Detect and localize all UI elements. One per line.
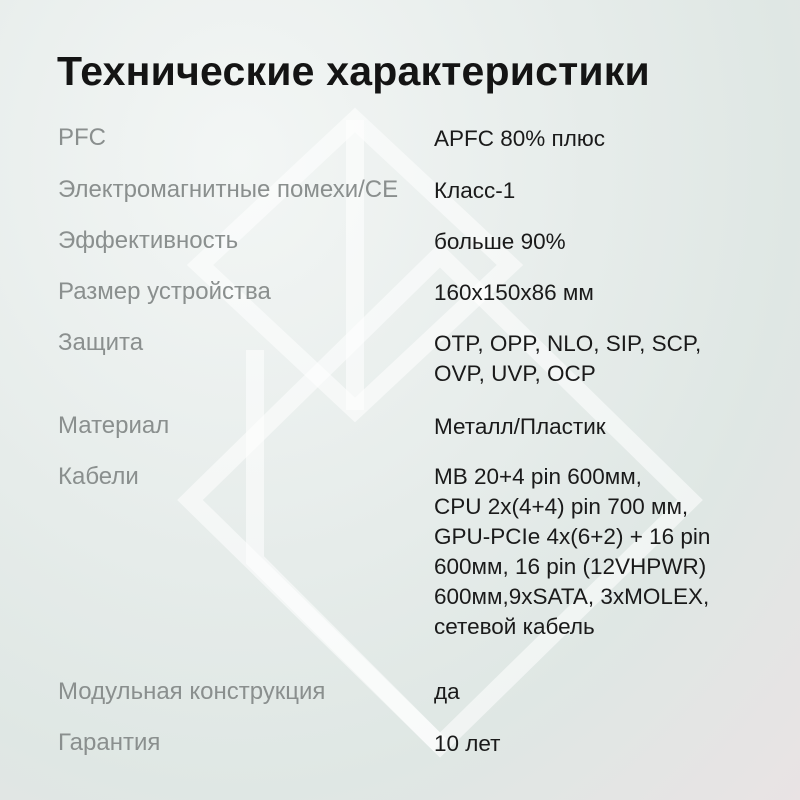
spec-value-efficiency xyxy=(434,227,784,257)
page-title: Технические характеристики xyxy=(57,48,650,94)
spec-value-size xyxy=(434,278,784,308)
spec-label-modular: Модульная конструкция xyxy=(58,678,326,705)
spec-label-material: Материал xyxy=(58,412,170,439)
spec-value-line: 600мм, 16 pin (12VHPWR) xyxy=(434,554,707,579)
spec-value-line: больше 90% xyxy=(434,229,566,254)
spec-value-pfc xyxy=(434,124,784,154)
spec-value-protection xyxy=(434,329,784,389)
spec-value-modular xyxy=(434,677,784,707)
spec-label-efficiency: Эффективность xyxy=(58,227,239,254)
spec-value-line: APFC 80% плюс xyxy=(434,126,605,151)
spec-value-line: OTP, OPP, NLO, SIP, SCP, xyxy=(434,331,702,356)
spec-value-line: да xyxy=(434,679,460,704)
spec-value-line: Класс-1 xyxy=(434,178,516,203)
spec-label-pfc: PFC xyxy=(58,124,106,151)
spec-value-warranty xyxy=(434,729,784,759)
spec-value-line: 600мм,9xSATA, 3xMOLEX, xyxy=(434,584,710,609)
spec-value-emi xyxy=(434,176,784,206)
spec-label-protection: Защита xyxy=(58,329,144,356)
spec-value-line: 160x150x86 мм xyxy=(434,280,594,305)
spec-value-line: 10 лет xyxy=(434,731,501,756)
spec-value-line: Металл/Пластик xyxy=(434,414,606,439)
spec-label-size: Размер устройства xyxy=(58,278,271,305)
spec-value-material xyxy=(434,412,784,442)
spec-value-line: сетевой кабель xyxy=(434,614,595,639)
spec-value-line: OVP, UVP, OCP xyxy=(434,361,596,386)
spec-value-line: CPU 2x(4+4) pin 700 мм, xyxy=(434,494,689,519)
spec-label-cables: Кабели xyxy=(58,463,139,490)
spec-label-warranty: Гарантия xyxy=(58,729,161,756)
spec-label-emi: Электромагнитные помехи/CE xyxy=(58,176,399,203)
spec-value-line: MB 20+4 pin 600мм, xyxy=(434,464,642,489)
spec-value-cables xyxy=(434,462,784,642)
spec-value-line: GPU-PCIe 4x(6+2) + 16 pin xyxy=(434,524,711,549)
